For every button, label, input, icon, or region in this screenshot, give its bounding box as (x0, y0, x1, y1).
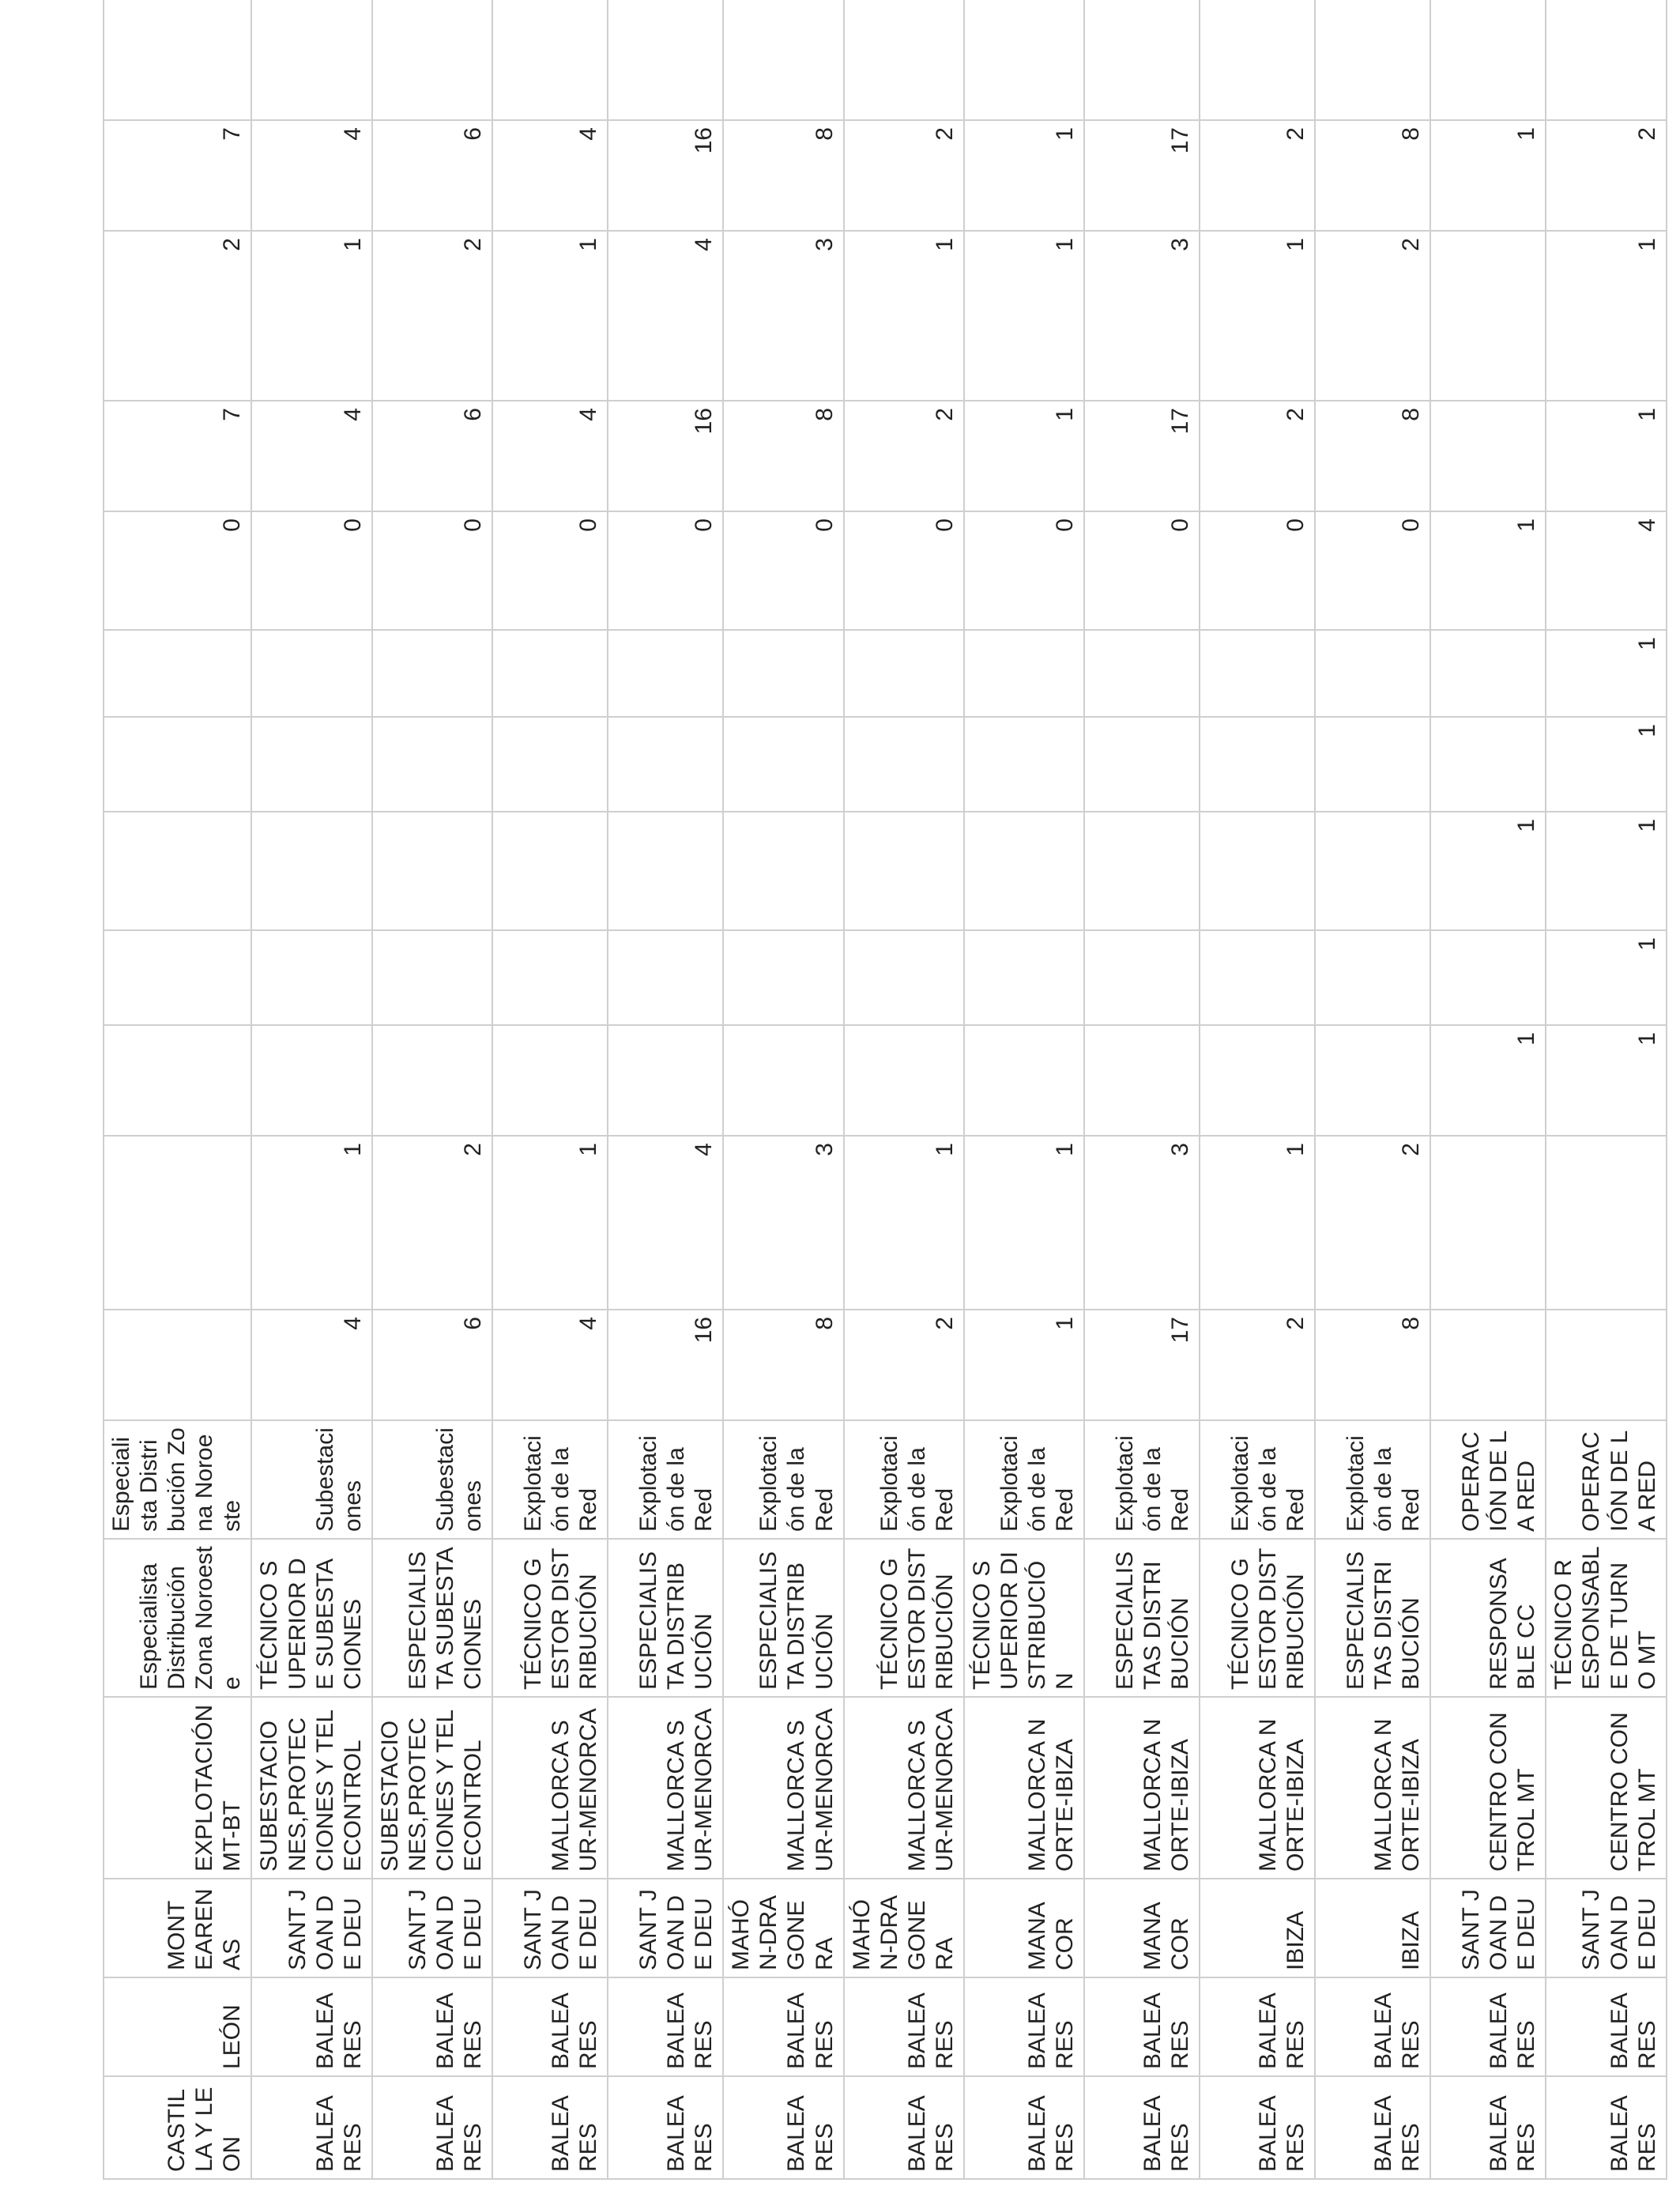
cell-valor-3 (104, 1025, 251, 1136)
cell-valor-9 (1430, 401, 1546, 511)
cell-valor-6 (723, 717, 843, 812)
cell-valor-10: 2 (1315, 231, 1430, 401)
table-body (104, 0, 1667, 2179)
cell-valor-7 (1430, 630, 1546, 717)
cell-funcion: OPERACIÓN DE LA RED (1430, 1420, 1546, 1539)
cell-centro: SANT JOAN DE DEU (372, 1879, 492, 1977)
cell-valor-8: 0 (251, 511, 371, 630)
cell-valor-9: 17 (1084, 401, 1200, 511)
cell-valor-6 (1430, 717, 1546, 812)
cell-valor-10: 1 (492, 231, 608, 401)
cell-valor-7 (844, 630, 964, 717)
cell-provincia: BALEARES (251, 1977, 371, 2076)
cell-valor-12 (1084, 0, 1200, 120)
table-row (1546, 0, 1666, 2179)
cell-valor-5: 1 (1546, 812, 1666, 930)
cell-valor-9: 4 (251, 401, 371, 511)
cell-area: CENTRO CONTROL MT (1430, 1697, 1546, 1879)
cell-funcion: Explotación de la Red (723, 1420, 843, 1539)
cell-valor-4 (1315, 930, 1430, 1025)
table-row (844, 0, 964, 2179)
cell-area: MALLORCA SUR-MENORCA (608, 1697, 723, 1879)
cell-valor-8: 4 (1546, 511, 1666, 630)
cell-valor-10 (1430, 231, 1546, 401)
cell-valor-6 (251, 717, 371, 812)
cell-valor-7 (492, 630, 608, 717)
cell-valor-6 (964, 717, 1084, 812)
cell-centro: MONTEARENAS (104, 1879, 251, 1977)
cell-centro: SANT JOAN DE DEU (608, 1879, 723, 1977)
cell-valor-3 (844, 1025, 964, 1136)
cell-valor-8: 1 (1430, 511, 1546, 630)
cell-centro: SANT JOAN DE DEU (1430, 1879, 1546, 1977)
cell-valor-2: 3 (1084, 1136, 1200, 1310)
cell-valor-1: 8 (1315, 1310, 1430, 1420)
cell-valor-12 (608, 0, 723, 120)
cell-provincia: BALEARES (723, 1977, 843, 2076)
table-row (251, 0, 371, 2179)
cell-valor-11: 8 (723, 120, 843, 231)
cell-valor-7 (372, 630, 492, 717)
cell-area: MALLORCA NORTE-IBIZA (1200, 1697, 1315, 1879)
cell-area: MALLORCA NORTE-IBIZA (964, 1697, 1084, 1879)
cell-valor-5: 1 (1430, 812, 1546, 930)
cell-valor-11: 4 (492, 120, 608, 231)
cell-valor-10: 1 (964, 231, 1084, 401)
cell-valor-9: 4 (492, 401, 608, 511)
cell-valor-12 (964, 0, 1084, 120)
cell-valor-3 (1315, 1025, 1430, 1136)
cell-valor-2: 2 (1315, 1136, 1430, 1310)
cell-valor-4 (1200, 930, 1315, 1025)
cell-valor-3 (723, 1025, 843, 1136)
cell-valor-5 (1200, 812, 1315, 930)
cell-puesto: TÉCNICO GESTOR DISTRIBUCIÓN (844, 1539, 964, 1697)
cell-funcion: OPERACIÓN DE LA RED (1546, 1420, 1666, 1539)
cell-valor-10: 1 (1546, 231, 1666, 401)
table-row (492, 0, 608, 2179)
cell-funcion: Explotación de la Red (608, 1420, 723, 1539)
cell-puesto: TÉCNICO GESTOR DISTRIBUCIÓN (492, 1539, 608, 1697)
cell-valor-5 (492, 812, 608, 930)
cell-valor-3 (372, 1025, 492, 1136)
cell-valor-5 (104, 812, 251, 930)
cell-valor-10: 1 (1200, 231, 1315, 401)
cell-valor-12 (723, 0, 843, 120)
table-row (104, 0, 251, 2179)
cell-valor-1: 1 (964, 1310, 1084, 1420)
cell-valor-3: 1 (1546, 1025, 1666, 1136)
cell-valor-4 (844, 930, 964, 1025)
cell-valor-6 (492, 717, 608, 812)
cell-valor-3 (1200, 1025, 1315, 1136)
cell-comunidad: BALEARES (608, 2076, 723, 2179)
table-row (1084, 0, 1200, 2179)
cell-valor-8: 0 (1200, 511, 1315, 630)
table-row (964, 0, 1084, 2179)
cell-valor-11: 6 (372, 120, 492, 231)
cell-valor-1: 8 (723, 1310, 843, 1420)
cell-valor-6 (844, 717, 964, 812)
cell-valor-12 (251, 0, 371, 120)
cell-valor-12 (1546, 0, 1666, 120)
cell-valor-11: 1 (964, 120, 1084, 231)
cell-valor-6: 1 (1546, 717, 1666, 812)
cell-provincia: BALEARES (1546, 1977, 1666, 2076)
cell-valor-2: 1 (844, 1136, 964, 1310)
cell-valor-10: 2 (104, 231, 251, 401)
cell-comunidad: BALEARES (1430, 2076, 1546, 2179)
cell-valor-3: 1 (1430, 1025, 1546, 1136)
cell-valor-1 (1430, 1310, 1546, 1420)
cell-area: SUBESTACIONES,PROTECCIONES Y TELECONTROL (251, 1697, 371, 1879)
cell-valor-1: 2 (1200, 1310, 1315, 1420)
cell-valor-2: 2 (372, 1136, 492, 1310)
cell-valor-7 (1315, 630, 1430, 717)
cell-valor-2: 3 (723, 1136, 843, 1310)
cell-valor-2: 1 (964, 1136, 1084, 1310)
cell-centro: MANACOR (1084, 1879, 1200, 1977)
cell-comunidad: BALEARES (1200, 2076, 1315, 2179)
cell-valor-4 (723, 930, 843, 1025)
cell-valor-1: 4 (251, 1310, 371, 1420)
cell-valor-5 (723, 812, 843, 930)
cell-valor-1: 2 (844, 1310, 964, 1420)
cell-valor-10: 3 (723, 231, 843, 401)
table-row (1430, 0, 1546, 2179)
cell-valor-9: 2 (1200, 401, 1315, 511)
cell-valor-4 (104, 930, 251, 1025)
cell-puesto: ESPECIALISTAS DISTRIBUCIÓN (1084, 1539, 1200, 1697)
cell-centro: MAHÓN-DRAGONERA (723, 1879, 843, 1977)
cell-centro: MAHÓN-DRAGONERA (844, 1879, 964, 1977)
cell-area: CENTRO CONTROL MT (1546, 1697, 1666, 1879)
cell-puesto: ESPECIALISTA DISTRIBUCIÓN (723, 1539, 843, 1697)
cell-valor-11: 2 (1546, 120, 1666, 231)
cell-provincia: BALEARES (608, 1977, 723, 2076)
cell-comunidad: BALEARES (844, 2076, 964, 2179)
cell-valor-2 (104, 1136, 251, 1310)
cell-puesto: ESPECIALISTAS DISTRIBUCIÓN (1315, 1539, 1430, 1697)
cell-comunidad: BALEARES (1084, 2076, 1200, 2179)
cell-centro: IBIZA (1315, 1879, 1430, 1977)
cell-provincia: BALEARES (372, 1977, 492, 2076)
cell-valor-5 (844, 812, 964, 930)
cell-area: MALLORCA NORTE-IBIZA (1315, 1697, 1430, 1879)
cell-valor-10: 1 (251, 231, 371, 401)
cell-valor-11: 2 (1200, 120, 1315, 231)
cell-valor-9: 1 (964, 401, 1084, 511)
cell-funcion: Explotación de la Red (1084, 1420, 1200, 1539)
cell-funcion: Explotación de la Red (1200, 1420, 1315, 1539)
cell-valor-9: 6 (372, 401, 492, 511)
cell-valor-2: 4 (608, 1136, 723, 1310)
cell-valor-9: 2 (844, 401, 964, 511)
cell-valor-4 (608, 930, 723, 1025)
cell-valor-3 (1084, 1025, 1200, 1136)
cell-funcion: Subestaciones (251, 1420, 371, 1539)
cell-valor-6 (608, 717, 723, 812)
cell-puesto: TÉCNICO SUPERIOR DE SUBESTACIONES (251, 1539, 371, 1697)
cell-valor-7 (251, 630, 371, 717)
cell-valor-5 (1315, 812, 1430, 930)
cell-valor-6 (104, 717, 251, 812)
cell-comunidad: CASTILLA Y LEON (104, 2076, 251, 2179)
cell-provincia: BALEARES (1315, 1977, 1430, 2076)
cell-provincia: BALEARES (1084, 1977, 1200, 2076)
cell-valor-8: 0 (608, 511, 723, 630)
cell-funcion: Especialista Distribución Zona Noroeste (104, 1420, 251, 1539)
cell-valor-5 (251, 812, 371, 930)
table-row (723, 0, 843, 2179)
cell-puesto: RESPONSABLE CC (1430, 1539, 1546, 1697)
cell-comunidad: BALEARES (251, 2076, 371, 2179)
cell-area: SUBESTACIONES,PROTECCIONES Y TELECONTROL (372, 1697, 492, 1879)
cell-valor-4 (1084, 930, 1200, 1025)
cell-valor-10: 4 (608, 231, 723, 401)
cell-valor-9: 16 (608, 401, 723, 511)
cell-provincia: BALEARES (1200, 1977, 1315, 2076)
cell-valor-10: 1 (844, 231, 964, 401)
table-row (1315, 0, 1430, 2179)
cell-valor-2: 1 (1200, 1136, 1315, 1310)
cell-area: EXPLOTACIÓN MT-BT (104, 1697, 251, 1879)
cell-valor-1: 17 (1084, 1310, 1200, 1420)
cell-area: MALLORCA SUR-MENORCA (492, 1697, 608, 1879)
cell-area: MALLORCA SUR-MENORCA (844, 1697, 964, 1879)
cell-valor-5 (608, 812, 723, 930)
cell-valor-5 (964, 812, 1084, 930)
cell-valor-7 (1200, 630, 1315, 717)
cell-valor-4 (964, 930, 1084, 1025)
cell-valor-1 (104, 1310, 251, 1420)
cell-valor-8: 0 (723, 511, 843, 630)
cell-area: MALLORCA NORTE-IBIZA (1084, 1697, 1200, 1879)
cell-valor-1: 16 (608, 1310, 723, 1420)
cell-valor-7 (723, 630, 843, 717)
cell-centro: SANT JOAN DE DEU (1546, 1879, 1666, 1977)
cell-centro: MANACOR (964, 1879, 1084, 1977)
cell-valor-11: 7 (104, 120, 251, 231)
cell-valor-7 (964, 630, 1084, 717)
cell-valor-2 (1546, 1136, 1666, 1310)
cell-valor-8: 0 (492, 511, 608, 630)
rotated-spreadsheet (103, 14, 1660, 2180)
cell-valor-11: 4 (251, 120, 371, 231)
cell-valor-9: 8 (723, 401, 843, 511)
cell-valor-7: 1 (1546, 630, 1666, 717)
cell-comunidad: BALEARES (1546, 2076, 1666, 2179)
cell-valor-8: 0 (1084, 511, 1200, 630)
cell-valor-3 (492, 1025, 608, 1136)
cell-funcion: Explotación de la Red (1315, 1420, 1430, 1539)
cell-valor-12 (372, 0, 492, 120)
cell-comunidad: BALEARES (964, 2076, 1084, 2179)
cell-provincia: LEÓN (104, 1977, 251, 2076)
cell-valor-9: 7 (104, 401, 251, 511)
cell-valor-10: 3 (1084, 231, 1200, 401)
cell-valor-7 (608, 630, 723, 717)
cell-valor-11: 17 (1084, 120, 1200, 231)
cell-valor-4 (372, 930, 492, 1025)
cell-provincia: BALEARES (492, 1977, 608, 2076)
cell-valor-6 (372, 717, 492, 812)
cell-valor-11: 16 (608, 120, 723, 231)
cell-valor-8: 0 (844, 511, 964, 630)
cell-valor-12 (1430, 0, 1546, 120)
cell-comunidad: BALEARES (492, 2076, 608, 2179)
cell-valor-7 (1084, 630, 1200, 717)
cell-valor-4: 1 (1546, 930, 1666, 1025)
cell-valor-8: 0 (964, 511, 1084, 630)
cell-centro: SANT JOAN DE DEU (251, 1879, 371, 1977)
cell-valor-12 (1315, 0, 1430, 120)
table-row (608, 0, 723, 2179)
cell-valor-8: 0 (1315, 511, 1430, 630)
cell-comunidad: BALEARES (1315, 2076, 1430, 2179)
cell-valor-3 (251, 1025, 371, 1136)
cell-valor-3 (608, 1025, 723, 1136)
cell-valor-1 (1546, 1310, 1666, 1420)
cell-centro: IBIZA (1200, 1879, 1315, 1977)
cell-puesto: TÉCNICO SUPERIOR DISTRIBUCIÓN (964, 1539, 1084, 1697)
cell-valor-1: 4 (492, 1310, 608, 1420)
cell-valor-6 (1315, 717, 1430, 812)
cell-valor-10: 2 (372, 231, 492, 401)
cell-provincia: BALEARES (844, 1977, 964, 2076)
cell-valor-2 (1430, 1136, 1546, 1310)
cell-valor-6 (1200, 717, 1315, 812)
cell-valor-7 (104, 630, 251, 717)
cell-valor-11: 8 (1315, 120, 1430, 231)
cell-puesto: ESPECIALISTA DISTRIBUCIÓN (608, 1539, 723, 1697)
cell-valor-12 (1200, 0, 1315, 120)
cell-funcion: Explotación de la Red (844, 1420, 964, 1539)
table-row (1200, 0, 1315, 2179)
cell-valor-4 (1430, 930, 1546, 1025)
cell-valor-5 (372, 812, 492, 930)
cell-comunidad: BALEARES (723, 2076, 843, 2179)
cell-puesto: ESPECIALISTA SUBESTACIONES (372, 1539, 492, 1697)
cell-funcion: Explotación de la Red (492, 1420, 608, 1539)
cell-puesto: Especialista Distribución Zona Noroeste (104, 1539, 251, 1697)
cell-area: MALLORCA SUR-MENORCA (723, 1697, 843, 1879)
cell-centro: SANT JOAN DE DEU (492, 1879, 608, 1977)
table-row (372, 0, 492, 2179)
cell-valor-4 (492, 930, 608, 1025)
cell-valor-4 (251, 930, 371, 1025)
cell-valor-6 (1084, 717, 1200, 812)
cell-valor-8: 0 (104, 511, 251, 630)
cell-puesto: TÉCNICO RESPONSABLE DE TURNO MT (1546, 1539, 1666, 1697)
cell-valor-11: 1 (1430, 120, 1546, 231)
cell-valor-1: 6 (372, 1310, 492, 1420)
cell-valor-2: 1 (251, 1136, 371, 1310)
cell-valor-11: 2 (844, 120, 964, 231)
cell-valor-2: 1 (492, 1136, 608, 1310)
cell-valor-12 (492, 0, 608, 120)
cell-funcion: Explotación de la Red (964, 1420, 1084, 1539)
cell-funcion: Subestaciones (372, 1420, 492, 1539)
cell-comunidad: BALEARES (372, 2076, 492, 2179)
staff-table (103, 0, 1667, 2180)
cell-provincia: BALEARES (964, 1977, 1084, 2076)
cell-puesto: TÉCNICO GESTOR DISTRIBUCIÓN (1200, 1539, 1315, 1697)
cell-valor-5 (1084, 812, 1200, 930)
cell-provincia: BALEARES (1430, 1977, 1546, 2076)
cell-valor-8: 0 (372, 511, 492, 630)
cell-valor-3 (964, 1025, 1084, 1136)
cell-valor-9: 8 (1315, 401, 1430, 511)
cell-valor-12 (104, 0, 251, 120)
cell-valor-12 (844, 0, 964, 120)
cell-valor-9: 1 (1546, 401, 1666, 511)
